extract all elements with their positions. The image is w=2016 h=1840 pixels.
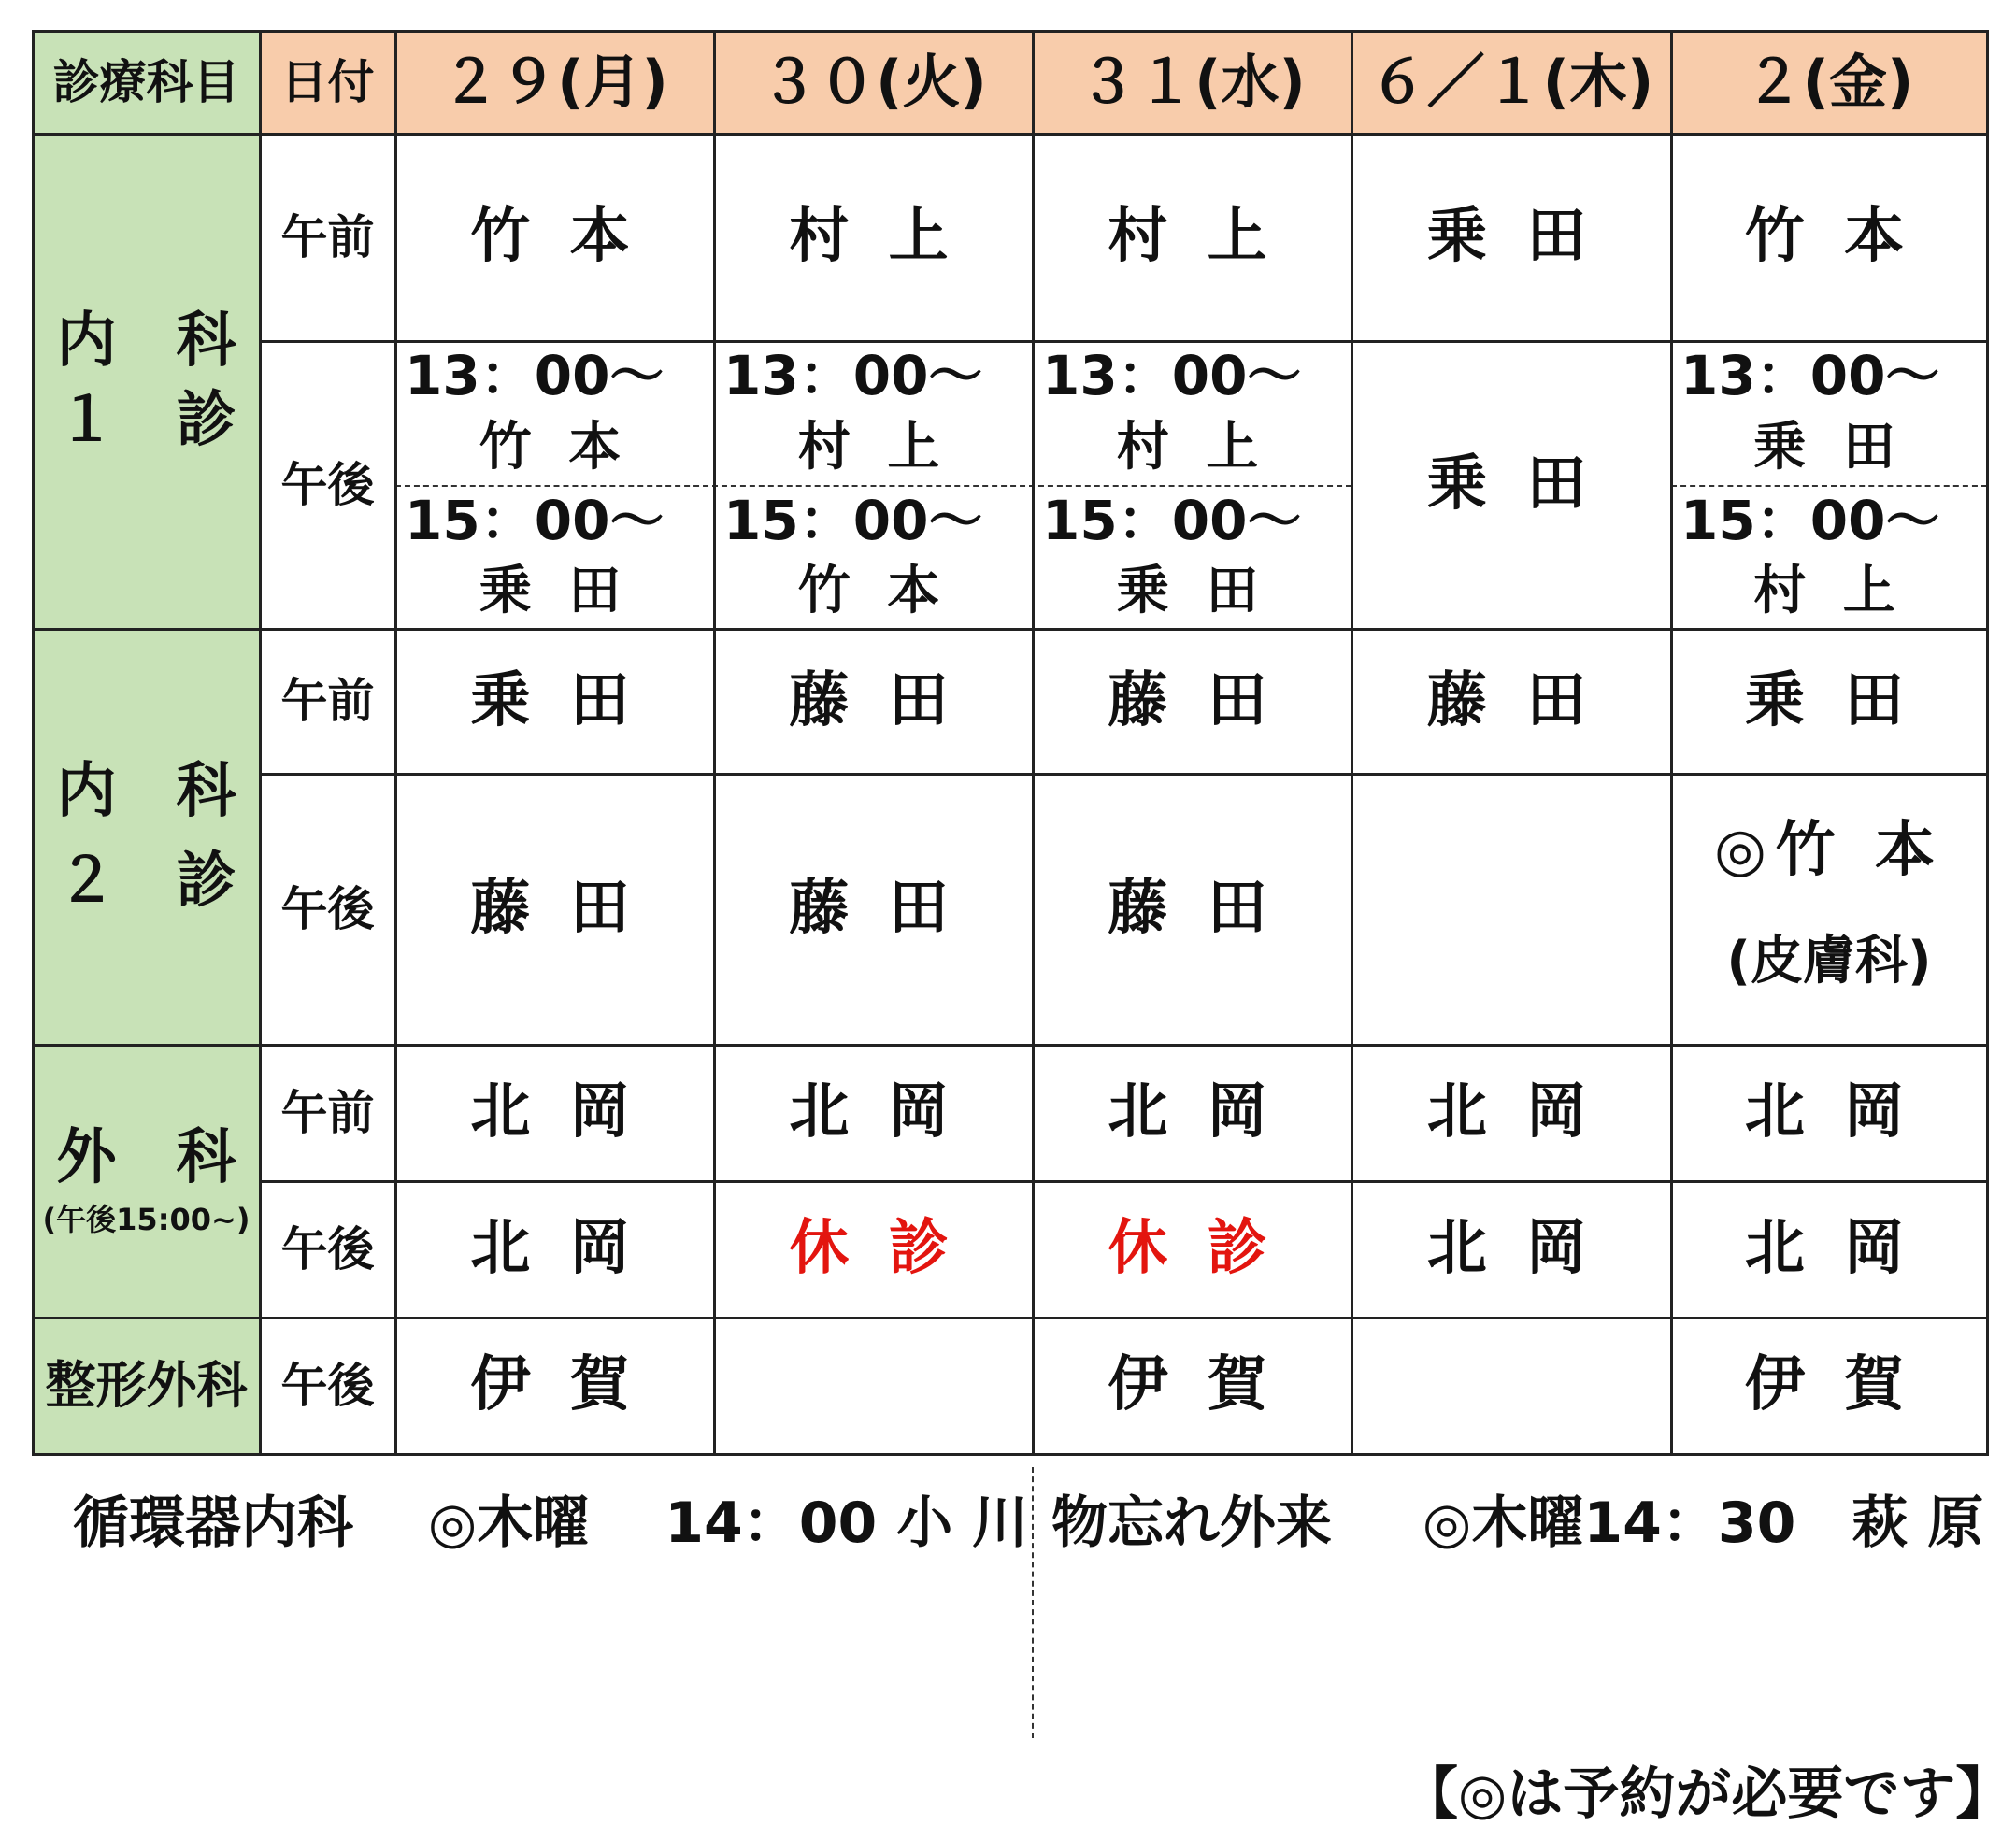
geka-pm-mon: 北 岡 [470, 1214, 639, 1284]
grid-line [259, 30, 262, 1456]
grid-line [713, 30, 716, 1456]
geka-pm-wed-closed: 休 診 [1108, 1214, 1277, 1284]
naika2-am-thu: 藤 田 [1426, 665, 1596, 735]
naika1-pm-wed-name2: 乗 田 [1116, 561, 1268, 622]
grid-line [1986, 30, 1989, 1456]
naika1-pm-mon-name2: 乗 田 [479, 561, 631, 622]
reservation-note: 【◎は予約が必要です】 [1402, 1762, 2012, 1827]
geka-am-wed: 北 岡 [1108, 1077, 1277, 1148]
naika1-pm-tue-name1: 村 上 [797, 416, 950, 478]
naika2-pm-wed: 藤 田 [1108, 874, 1277, 944]
date-header-label: 日付 [280, 54, 375, 109]
naika1-pm-mon-name1: 竹 本 [479, 416, 631, 478]
dept-seikei: 整形外科 [45, 1355, 248, 1415]
naika2-pm-mon: 藤 田 [470, 874, 639, 944]
period-naika1-am: 午前 [280, 209, 375, 264]
naika2-pm-tue: 藤 田 [789, 874, 958, 944]
grid-line [33, 628, 1988, 631]
naika2-pm-fri-note: (皮膚科) [1726, 931, 1932, 992]
naika2-am-fri: 乗 田 [1744, 665, 1914, 735]
naika1-pm-wed-name1: 村 上 [1116, 416, 1268, 478]
seikei-pm-wed: 伊 賀 [1108, 1350, 1277, 1420]
naika1-pm-tue-time1: 13：00～ [723, 343, 983, 407]
grid-line [33, 30, 1988, 33]
period-geka-pm: 午後 [280, 1221, 375, 1277]
seikei-pm-fri: 伊 賀 [1744, 1350, 1914, 1420]
grid-line [260, 340, 1988, 343]
grid-line [1670, 30, 1673, 1456]
seikei-pm-thu [1351, 1318, 1671, 1454]
grid-line [33, 1453, 1988, 1456]
naika1-am-mon: 竹 本 [470, 202, 639, 272]
naika1-pm-mon-time1: 13：00～ [405, 343, 665, 407]
grid-line [1032, 30, 1035, 1456]
grid-line [260, 773, 1988, 776]
day-header-tue: ３０(火) [760, 48, 987, 117]
dept-naika2-line1: 内 科 [56, 757, 236, 827]
geka-pm-thu: 北 岡 [1426, 1214, 1596, 1284]
geka-am-fri: 北 岡 [1744, 1077, 1914, 1148]
naika1-pm-tue-name2: 竹 本 [797, 561, 950, 622]
grid-line [1351, 30, 1353, 1456]
grid-line [33, 133, 1988, 136]
geka-pm-tue-closed: 休 診 [789, 1214, 958, 1284]
period-seikei-pm: 午後 [280, 1358, 375, 1413]
split-line [395, 485, 1351, 487]
naika1-pm-tue-time2: 15：00～ [723, 488, 983, 552]
grid-line [260, 1180, 1988, 1183]
naika1-am-fri: 竹 本 [1744, 202, 1914, 272]
naika2-am-mon: 乗 田 [470, 665, 639, 735]
footer-divider [1032, 1467, 1034, 1738]
period-naika2-pm: 午後 [280, 881, 375, 936]
naika1-pm-thu: 乗 田 [1426, 449, 1596, 520]
naika1-am-thu: 乗 田 [1426, 202, 1596, 272]
seikei-pm-tue [714, 1318, 1033, 1454]
period-naika2-am: 午前 [280, 674, 375, 729]
dept-naika1-line2: １ 診 [56, 386, 236, 455]
period-geka-am: 午前 [280, 1085, 375, 1140]
cardio-dept-label: 循環器内科 [73, 1491, 353, 1556]
geka-pm-fri: 北 岡 [1744, 1214, 1914, 1284]
day-header-thu: ６／１(木) [1368, 48, 1654, 117]
geka-am-tue: 北 岡 [789, 1077, 958, 1148]
dept-header-label: 診療科目 [52, 54, 240, 109]
cardio-schedule: ◎木曜 14：00 小 川 [428, 1491, 1029, 1556]
naika2-am-tue: 藤 田 [789, 665, 958, 735]
naika1-pm-fri-time1: 13：00～ [1680, 343, 1940, 407]
split-line [1671, 485, 1987, 487]
day-header-wed: ３１(水) [1079, 48, 1306, 117]
naika2-pm-thu [1351, 774, 1671, 1045]
geka-am-mon: 北 岡 [470, 1077, 639, 1148]
dept-naika1 [33, 134, 260, 629]
grid-line [33, 1317, 1988, 1319]
day-header-mon: ２９(月) [441, 48, 668, 117]
naika1-pm-fri-name1: 乗 田 [1753, 416, 1905, 478]
grid-line [32, 30, 35, 1456]
grid-line [33, 1044, 1988, 1047]
naika1-pm-wed-time1: 13：00～ [1042, 343, 1302, 407]
geka-am-thu: 北 岡 [1426, 1077, 1596, 1148]
period-naika1-pm: 午後 [280, 457, 375, 512]
dept-naika2 [33, 629, 260, 1045]
naika1-am-wed: 村 上 [1108, 202, 1277, 272]
memory-clinic-label: 物忘れ外来 [1051, 1491, 1332, 1556]
naika1-pm-wed-time2: 15：00～ [1042, 488, 1302, 552]
day-header-fri: ２(金) [1744, 48, 1914, 117]
naika1-pm-fri-time2: 15：00～ [1680, 488, 1940, 552]
naika2-pm-fri-name: ◎竹 本 [1713, 816, 1945, 885]
seikei-pm-mon: 伊 賀 [470, 1350, 639, 1420]
dept-geka [33, 1045, 260, 1318]
naika2-pm-fri [1671, 774, 1987, 1045]
naika2-am-wed: 藤 田 [1108, 665, 1277, 735]
naika1-pm-fri-name2: 村 上 [1753, 561, 1905, 622]
naika1-am-tue: 村 上 [789, 202, 958, 272]
dept-naika1-line1: 内 科 [56, 306, 236, 376]
dept-geka-note: (午後15:00~) [42, 1201, 250, 1237]
naika1-pm-mon-time2: 15：00～ [405, 488, 665, 552]
grid-line [394, 30, 397, 1456]
dept-naika2-line2: ２ 診 [56, 846, 236, 916]
memory-clinic-schedule: ◎木曜14：30 萩 原 [1423, 1491, 1984, 1556]
dept-geka-line1: 外 科 [56, 1122, 236, 1192]
